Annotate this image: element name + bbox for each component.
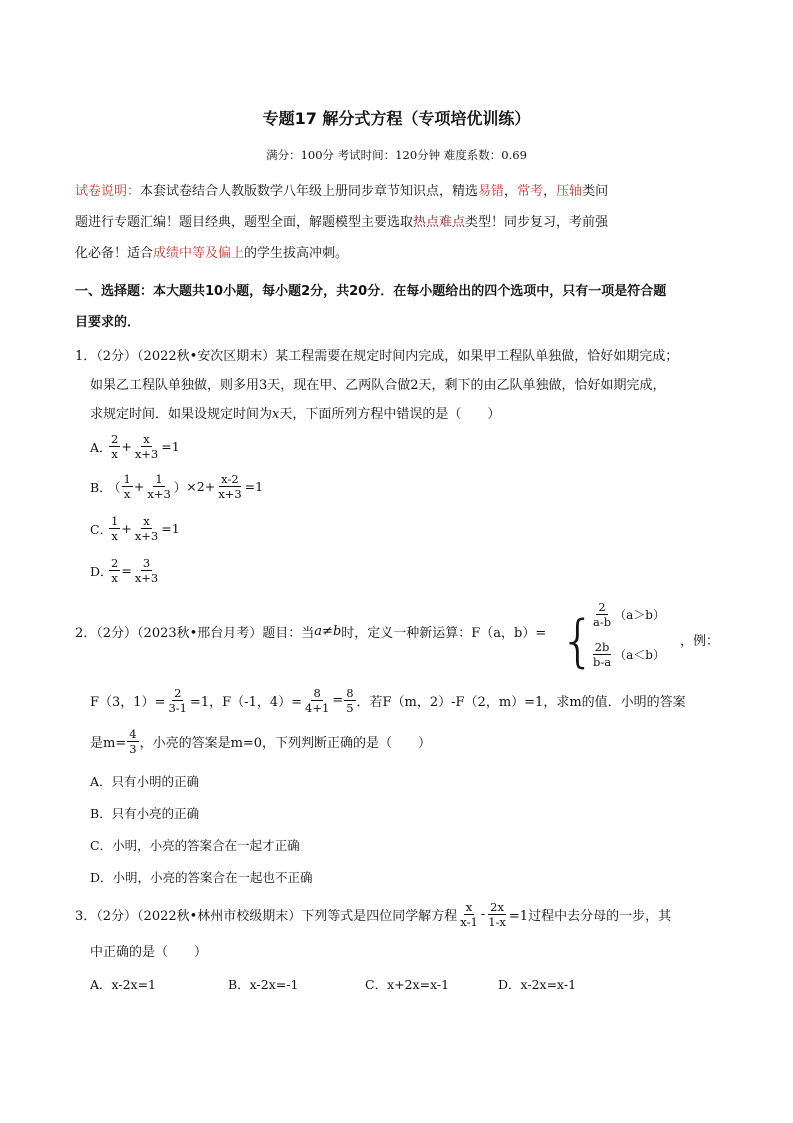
fraction: $\frac{2b}{b-a}$ xyxy=(593,640,612,669)
q1-stem-line-2: 如果乙工程队单独做，则多用3天，现在甲、乙两队合做2天，剩下的由乙队单独做，恰好如期完成， xyxy=(90,378,666,393)
fraction: $\frac{x}{x+3}$ xyxy=(134,514,159,543)
page-title: 专题17 解分式方程（专项培优训练） xyxy=(262,109,531,128)
q1-stem-line-1: 1．（2分）（2022秋•安次区期末）某工程需要在规定时间内完成，如果甲工程队单独做，恰好如期完成； xyxy=(75,349,679,364)
keyword-redian: 热点难点 xyxy=(413,215,466,230)
fraction: $\frac{3}{x+3}$ xyxy=(134,556,159,585)
fraction: $\frac{2}{3-1}$ xyxy=(168,686,187,715)
fraction: $\frac{x}{x+3}$ xyxy=(134,432,159,461)
keyword-yazhou: 压轴 xyxy=(556,184,583,199)
q3-option-b[interactable]: B．x-2x=-1 xyxy=(228,977,299,992)
q2-eg: ，例： xyxy=(680,634,720,649)
fraction: $\frac{1}{x}$ xyxy=(111,514,119,543)
q3-stem-line-2: 中正确的是（ ） xyxy=(90,945,208,960)
intro-line-1: 试卷说明：本套试卷结合人教版数学八年级上册同步章节知识点，精选易错，常考，压轴类问 xyxy=(75,184,609,199)
keyword-changkao: 常考 xyxy=(517,184,544,199)
q2-option-b[interactable]: B．只有小亮的正确 xyxy=(90,806,200,821)
q3-option-a[interactable]: A．x-2x=1 xyxy=(90,977,157,992)
q1-stem-line-3: 求规定时间．如果设规定时间为x天，下面所列方程中错误的是（ ） xyxy=(90,407,501,422)
q3-option-d[interactable]: D．x-2x=x-1 xyxy=(498,977,577,992)
fraction: $\frac{1}{x}$ xyxy=(123,472,131,501)
fraction: $\frac{2}{x}$ xyxy=(111,556,119,585)
piecewise-case-2: $\frac{2b}{b-a}$ （a＜b） xyxy=(593,640,665,669)
fraction: $\frac{8}{4+1}$ xyxy=(305,686,330,715)
q2-option-a[interactable]: A．只有小明的正确 xyxy=(90,774,200,789)
intro-line-2: 题进行专题汇编！题目经典，题型全面，解题模型主要选取热点难点类型！同步复习，考前强 xyxy=(75,215,609,230)
fraction: $\frac{1}{x+3}$ xyxy=(147,472,171,501)
q1-option-b[interactable]: B． （ $\frac{1}{x}$ + $\frac{1}{x+3}$ ） ×2+ $\frac{x-2}{x+3}$ =1 xyxy=(90,472,264,501)
q1-option-c[interactable]: C． $\frac{1}{x}$ + $\frac{x}{x+3}$ =1 xyxy=(90,514,180,543)
q3-stem-line-1: 3．（2分）（2022秋•林州市校级期末）下列等式是四位同学解方程 $\frac{x}{x-1}$ - $\frac{2x}{1-x}$ =1过程中去分母的一步，其 xyxy=(75,900,672,929)
q1-option-d[interactable]: D． $\frac{2}{x}$ = $\frac{3}{x+3}$ xyxy=(90,556,159,585)
intro-label: 试卷说明： xyxy=(75,184,141,199)
piecewise-brace: { xyxy=(560,609,596,674)
fraction: $\frac{8}{5}$ xyxy=(346,686,354,715)
q3-option-c[interactable]: C．x+2x=x-1 xyxy=(365,977,450,992)
section-heading-line-2: 目要求的． xyxy=(75,315,141,330)
fraction: $\frac{x}{x-1}$ xyxy=(460,900,478,929)
intro-line-3: 化必备！适合成绩中等及偏上的学生拔高冲刺。 xyxy=(75,246,349,261)
fraction: $\frac{4}{3}$ xyxy=(129,727,137,756)
section-heading-line-1: 一、选择题：本大题共10小题，每小题2分，共20分．在每小题给出的四个选项中，只有一项是符合题 xyxy=(75,284,667,299)
q2-stem-line-3: 是m= $\frac{4}{3}$ ，小亮的答案是m=0，下列判断正确的是（ ） xyxy=(90,727,432,756)
q2-option-d[interactable]: D．小明，小亮的答案合在一起也不正确 xyxy=(90,870,313,885)
exam-meta: 满分：100分 考试时间：120分钟 难度系数：0.69 xyxy=(266,148,527,162)
fraction: $\frac{2}{x}$ xyxy=(111,432,119,461)
q2-option-c[interactable]: C．小明，小亮的答案合在一起才正确 xyxy=(90,838,300,853)
keyword-chengji: 成绩中等及偏上 xyxy=(153,246,245,261)
q1-option-a[interactable]: A． $\frac{2}{x}$ + $\frac{x}{x+3}$ =1 xyxy=(90,432,180,461)
fraction: $\frac{2}{a-b}$ xyxy=(593,600,612,629)
q2-stem-line-2: F（3，1）= $\frac{2}{3-1}$ =1，F（-1，4）= $\frac{8}{4+1}$ = $\frac{8}{5}$ ．若F（m，2）-F（2，m）=1，求m的值．小明的答案 xyxy=(90,686,686,715)
keyword-yicuo: 易错 xyxy=(478,184,505,199)
fraction: $\frac{2x}{1-x}$ xyxy=(488,900,506,929)
piecewise-case-1: $\frac{2}{a-b}$ （a＞b） xyxy=(593,600,665,629)
q2-stem-line-1: 2．（2分）（2023秋•邢台月考）题目：当 a≠b 时，定义一种新运算： F（a，b）= xyxy=(75,624,547,641)
fraction: $\frac{x-2}{x+3}$ xyxy=(218,472,242,501)
